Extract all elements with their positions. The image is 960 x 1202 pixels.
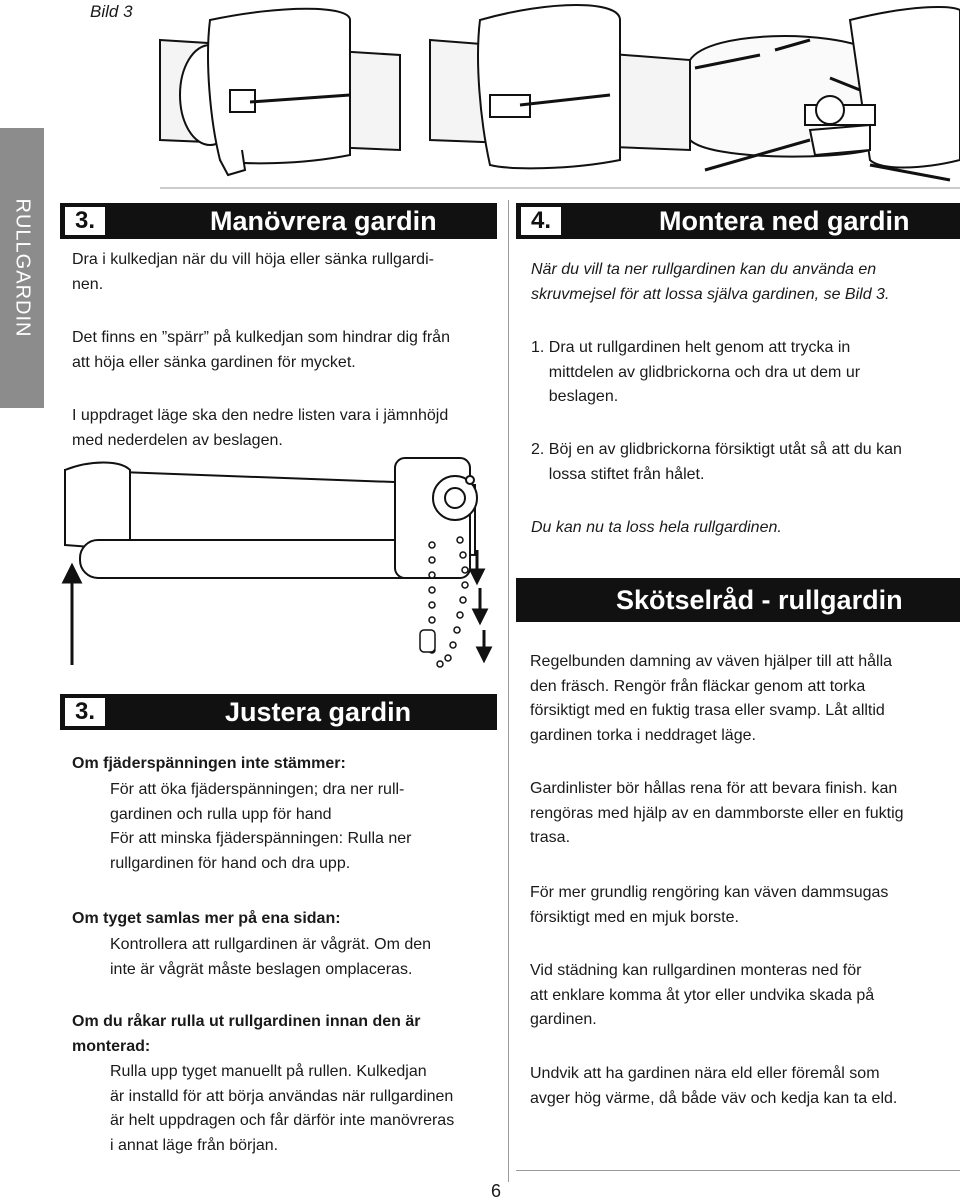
- adjust-body-3: Rulla upp tyget manuellt på rullen. Kulkedjan är installd för att börja användas när rullgardinen är helt uppdragen och får därför inte manövreras i annat läge från början.: [110, 1063, 455, 1154]
- adjust-heading-3: Om du råkar rulla ut rullgardinen innan den är monterad:: [72, 1013, 421, 1055]
- remove-step-1: 1. Dra ut rullgardinen helt genom att trycka in mittdelen av glidbrickorna och dra ut dem ur beslagen.: [531, 339, 861, 405]
- operate-paragraph-1: Dra i kulkedjan när du vill höja eller sänka rullgardi- nen.: [72, 251, 434, 293]
- side-tab: [0, 128, 44, 408]
- roller-blind-illustration: [60, 450, 505, 695]
- operate-paragraph-3: I uppdraget läge ska den nedre listen vara i jämnhöjd med nederdelen av beslagen.: [72, 407, 449, 449]
- remove-intro: När du vill ta ner rullgardinen kan du använda en skruvmejsel för att lossa själva gardinen, se Bild 3.: [531, 261, 890, 303]
- remove-outro: Du kan nu ta loss hela rullgardinen.: [531, 519, 782, 536]
- care-paragraph-3: För mer grundlig rengöring kan väven dammsugas försiktigt med en mjuk borste.: [530, 884, 889, 926]
- care-paragraph-4: Vid städning kan rullgardinen monteras ned för att enklare komma åt ytor eller undvika skada på gardinen.: [530, 962, 875, 1028]
- side-tab-label: RULLGARDIN: [11, 198, 34, 338]
- figure-label: Bild 3: [90, 2, 133, 21]
- section-3-header: [60, 203, 497, 239]
- column-divider: [508, 200, 509, 1182]
- care-paragraph-1: Regelbunden damning av väven hjälper till att hålla den fräsch. Rengör från fläckar genom att torka försiktigt med en fuktig trasa eller svamp. Låt alltid gardinen torka i neddraget läge.: [530, 653, 893, 744]
- adjust-heading-1: Om fjäderspänningen inte stämmer:: [72, 755, 346, 772]
- section-adjust-title: Justera gardin: [225, 697, 412, 727]
- page-number: 6: [491, 1181, 502, 1201]
- section-adjust-header: [60, 694, 497, 730]
- care-header: [516, 578, 960, 622]
- operate-paragraph-2: Det finns en ”spärr” på kulkedjan som hindrar dig från att höja eller sänka gardinen för mycket.: [72, 329, 450, 371]
- adjust-heading-2: Om tyget samlas mer på ena sidan:: [72, 910, 341, 927]
- section-adjust-number: 3.: [65, 698, 105, 726]
- section-3-number: 3.: [65, 207, 105, 235]
- care-paragraph-2: Gardinlister bör hållas rena för att bevara finish. kan rengöras med hjälp av en dammborste eller en fuktig trasa.: [530, 780, 904, 846]
- bracket-removal-illustration: [150, 0, 960, 190]
- section-4-header: [516, 203, 960, 239]
- section-4-title: Montera ned gardin: [659, 206, 910, 236]
- section-4-number: 4.: [521, 207, 561, 235]
- section-3-title: Manövrera gardin: [210, 206, 437, 236]
- adjust-body-2: Kontrollera att rullgardinen är vågrät. Om den inte är vågrät måste beslagen omplaceras.: [110, 936, 432, 978]
- bottom-rule: [516, 1170, 960, 1171]
- care-title: Skötselråd - rullgardin: [616, 585, 903, 615]
- remove-step-2: 2. Böj en av glidbrickorna försiktigt utåt så att du kan lossa stiftet från hålet.: [531, 441, 902, 483]
- care-paragraph-5: Undvik att ha gardinen nära eld eller föremål som avger hög värme, då både väv och kedja kan ta eld.: [530, 1065, 898, 1107]
- adjust-body-1: För att öka fjäderspänningen; dra ner rull- gardinen och rulla upp för hand För att minska fjäderspänningen: Rulla ner rullgardinen för hand och dra upp.: [110, 781, 412, 872]
